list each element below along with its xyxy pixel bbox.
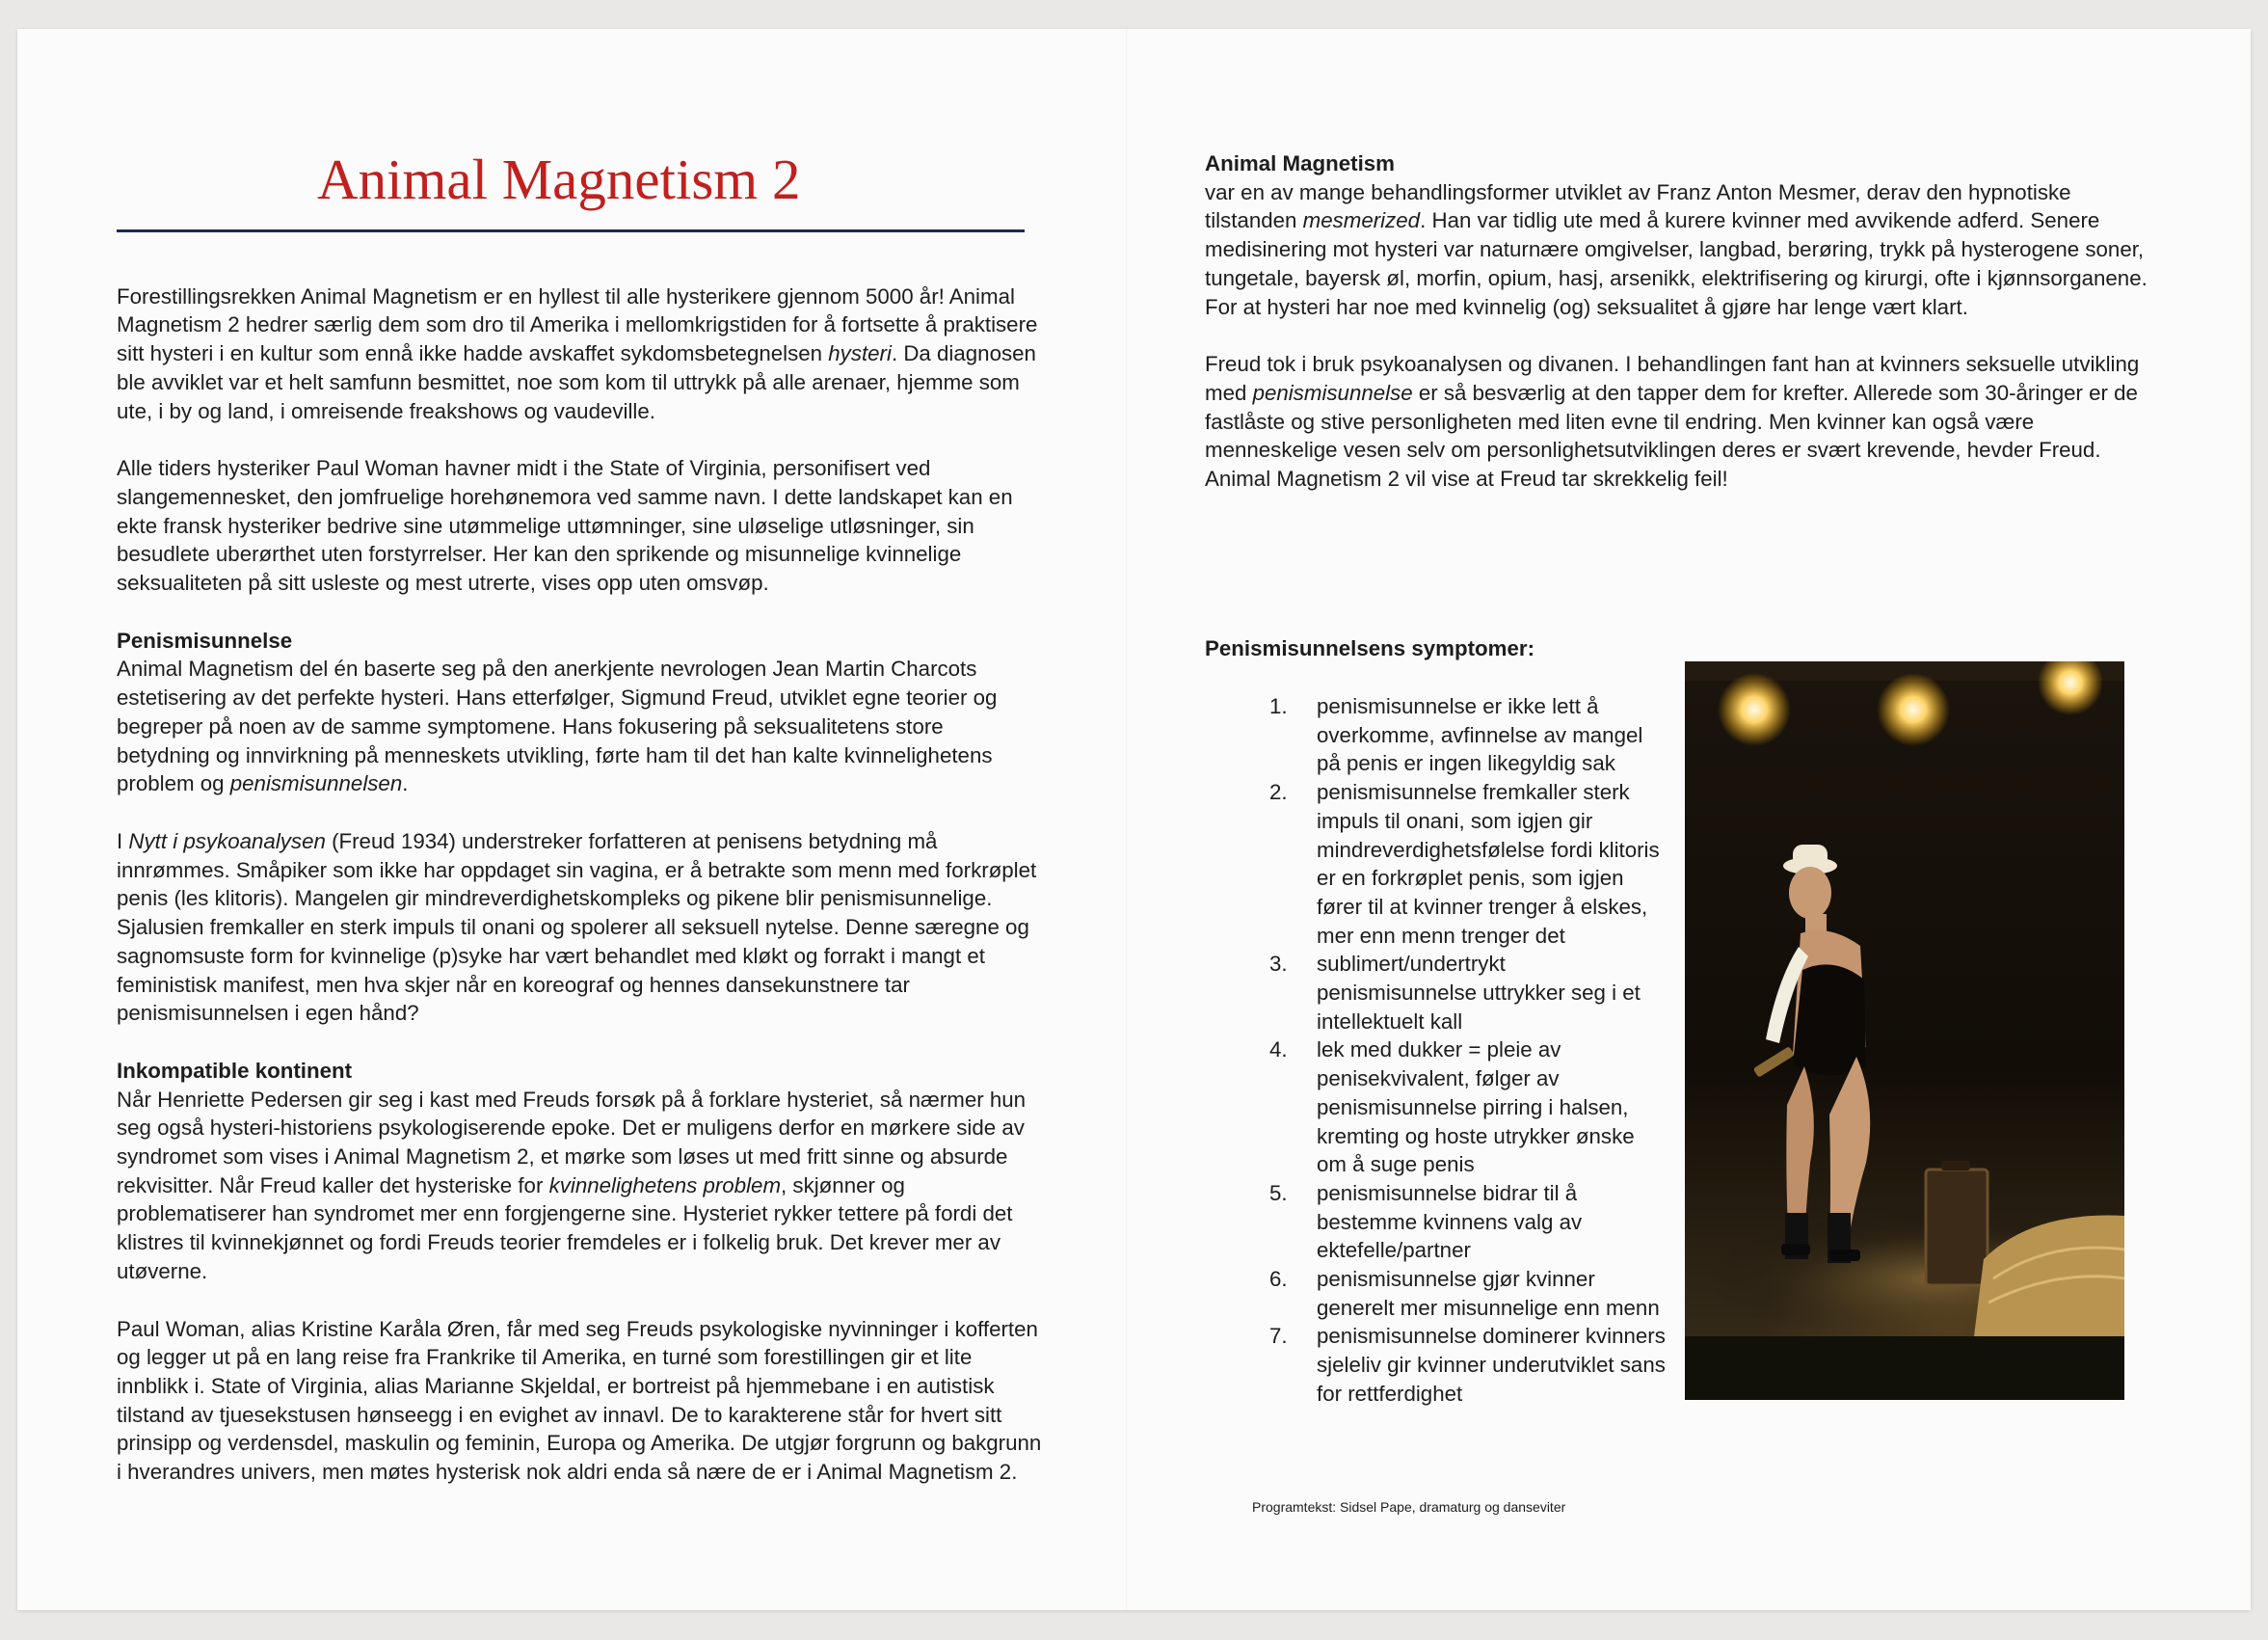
center-fold <box>1126 29 1128 1610</box>
characters-paragraph: Paul Woman, alias Kristine Karåla Øren, får med seg Freuds psykologiske nyvinninger i kofferten og legger ut på en lang reise fra Frankrike til Amerika, en turné som forestillingen gir et lite innblikk i. State of Virginia, alias Marianne Skjeldal, er bortreist på hjemmebane i en autistisk tilstand av tjuesekstusen hønseegg i en evighet av innavl. De to karakterene står for hvert sitt prinsipp og verdensdel, maskulin og feminin, Europa og Amerika. De utgjør forgrunn og bakgrunn i hverandres univers, men møtes hysterisk nok aldri enda så nære de er i Animal Magnetism 2. <box>117 1316 1042 1485</box>
brochure-sheet <box>17 29 2251 1610</box>
paul-woman-paragraph: Alle tiders hysteriker Paul Woman havner midt i the State of Virginia, personifisert ved slangemennesket, den jomfruelige horehønemora ved samme navn. I dette landskapet kan en ekte fransk hysteriker bedrive sine utømmelige uttømninger, sine uløselige utløsninger, sin besudlete uberørthet uten forstyrrelser. Her kan den sprikende og misunnelige kvinnelige seksualiteten på sitt usleste og mest utrerte, vises opp uten omsvøp. <box>117 456 1013 596</box>
section-heading: Penismisunnelse <box>117 628 293 653</box>
inkompatible-section: Inkompatible kontinent Når Henriette Pedersen gir seg i kast med Freuds forsøk på å forklare hysteriet, så nærmer hun seg også hysteri-historiens psykologiserende epoke. Det er muligens derfor en mørkere side av syndromet som vises i Animal Magnetism 2, et mørke som løses ut med fritt sinne og absurde rekvisitter. Når Freud kaller det hysteriske for kvinnelighetens problem, skjønner og problematiserer han syndromet mer enn forgjengerne sine. Hysteriet rykker tettere på fordi det klistres til kvinnekjønnet og fordi Freuds teorier fremdeles er i folkelig bruk. Det krever mer av utøverne. <box>117 1057 1042 1286</box>
section-heading: Inkompatible kontinent <box>117 1058 353 1083</box>
performer-photo <box>1685 661 2124 1400</box>
psychoanalysis-paragraph: Freud tok i bruk psykoanalysen og divanen. I behandlingen fant han at kvinners seksuelle utvikling med penismisunnelse er så besværlig at den tapper dem for krefter. Allerede som 30-åringer er de fastlåste og stive personligheten med liten evne til endring. Men kvinner kan også være menneskelige vesen selv om personlighetsutviklingen deres er svært krevende, hevder Freud. Animal Magnetism 2 vil vise at Freud tar skrekkelig feil! <box>1205 352 2140 492</box>
symptoms-list <box>1251 692 1666 1409</box>
symptoms-heading: Penismisunnelsens symptomer: <box>1205 636 1534 660</box>
penismisunnelse-section: Penismisunnelse Animal Magnetism del én baserte seg på den anerkjente nevrologen Jean Martin Charcots estetisering av det perfekte hysteri. Hans etterfølger, Sigmund Freud, utviklet egne teorier og begreper på noen av de samme symptomene. Hans fokusering på seksualitetens store betydning og innvirkning på menneskets utvikling, førte ham til det han kalte kvinnelighetens problem og penismisunnelsen. <box>117 627 1042 798</box>
page-title: Animal Magnetism 2 <box>317 148 801 211</box>
suitcase-prop <box>1926 1161 1988 1285</box>
title-divider <box>117 229 1025 232</box>
list-item: 3. sublimert/undertrykt penismisunnelse uttrykker seg i et intellektuelt kall <box>1269 952 1641 1034</box>
list-item: 5. penismisunnelse bidrar til å bestemme kvinnens valg av ektefelle/partner <box>1269 1180 1583 1263</box>
program-credit: Programtekst: Sidsel Pape, dramaturg og danseviter <box>1252 1499 1566 1515</box>
list-item: 6. penismisunnelse gjør kvinner generelt mer misunnelige enn menn <box>1269 1267 1660 1320</box>
list-item: 4. lek med dukker = pleie av penisekvivalent, følger av penismisunnelse pirring i halsen, kremting og hoste utrykker ønske om å suge penis <box>1269 1037 1635 1177</box>
list-item: 7. penismisunnelse dominerer kvinners sjeleliv gir kvinner underutviklet sans for rettferdighet <box>1269 1324 1666 1406</box>
section-heading: Animal Magnetism <box>1205 151 1395 175</box>
left-page <box>117 145 1042 1516</box>
animal-magnetism-paragraph: Animal Magnetism var en av mange behandlingsformer utviklet av Franz Anton Mesmer, derav den hypnotiske tilstanden mesmerized. Han var tidlig ute med å kurere kvinner med avvikende adferd. Senere medisinering mot hysteri var naturnære omgivelser, langbad, berøring, trykk på hysterogene soner, tungetale, bayersk øl, morfin, opium, hasj, arsenikk, elektrifisering og kirurgi, ofte i kjønnsorganene. For at hysteri har noe med kvinnelig (og) seksualitet å gjøre har lenge vært klart. <box>1205 149 2159 321</box>
list-item: 2. penismisunnelse fremkaller sterk impuls til onani, som igjen gir mindreverdighetsfølelse fordi klitoris er en forkrøplet penis, som igjen fører til at kvinner trenger å elskes, mer enn menn trenger det <box>1269 780 1660 948</box>
stage-floor-shadow <box>1685 1336 2124 1400</box>
spotlight-3 <box>2038 661 2103 715</box>
freud-paragraph: I Nytt i psykoanalysen (Freud 1934) understreker forfatteren at penisens betydning må innrømmes. Småpiker som ikke har oppdaget sin vagina, er å betrakte som menn med forkrøplet penis (les klitoris). Mangelen gir mindreverdighetskompleks og pikene blir penismisunnelige. Sjalusien fremkaller en sterk impuls til onani og spolerer all seksuell nytelse. Denne særegne og sagnomsuste form for kvinnelige (p)syke har vært behandlet med kløkt og forrakt i mangt et feministisk manifest, men hva skjer når en koreograf og hennes dansekunstnere tar penismisunnelsen i egen hånd? <box>117 829 1037 1026</box>
intro-paragraph: Forestillingsrekken Animal Magnetism er en hyllest til alle hysterikere gjennom 5000 år! Animal Magnetism 2 hedrer særlig dem som dro til Amerika i mellomkrigstiden for å fortsette å praktisere sitt hysteri i en kultur som ennå ikke hadde avskaffet sykdomsbetegnelsen hysteri. Da diagnosen ble avviklet var et helt samfunn besmittet, noe som kom til uttrykk på alle arenaer, hjemme som ute, i by og land, i omreisende freakshows og vaudeville. <box>117 283 1038 423</box>
spotlight-2 <box>1877 673 1950 746</box>
right-page <box>1205 149 2159 523</box>
list-item: 1. penismisunnelse er ikke lett å overkomme, avfinnelse av mangel på penis er ingen likegyldig sak <box>1269 694 1643 776</box>
performer-figure <box>1753 845 1871 1263</box>
spotlight-1 <box>1718 673 1791 746</box>
